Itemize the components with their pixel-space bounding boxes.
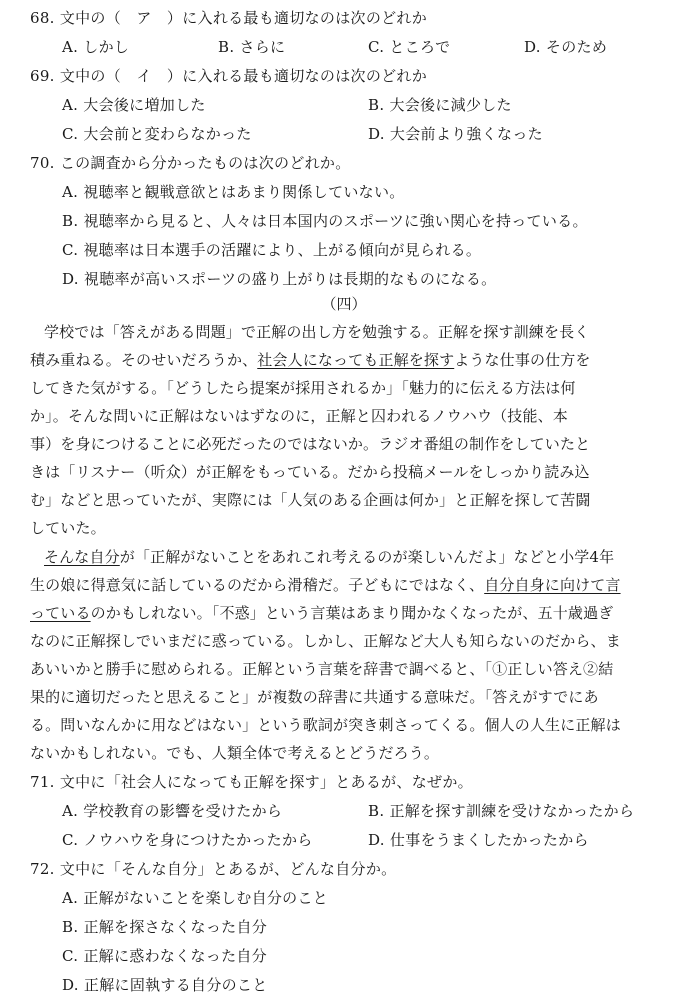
question-70-stem: 70. この調査から分かったものは次のどれか。: [30, 154, 351, 172]
passage-p1-line-8: していた。: [30, 519, 106, 537]
question-72-option-a: A. 正解がないことを楽しむ自分のこと: [62, 889, 329, 907]
question-69-option-a: A. 大会後に増加した: [62, 96, 206, 114]
passage-text: 積み重ねる。そのせいだろうか、: [30, 351, 258, 369]
question-70-option-b: B. 視聴率から見ると、人々は日本国内のスポーツに強い関心を持っている。: [62, 212, 588, 230]
question-68-option-c: C. ところで: [368, 38, 451, 56]
underlined-phrase-such-self: そんな自分: [44, 548, 120, 566]
passage-text: ような仕事の仕方を: [454, 351, 591, 369]
question-72-option-d: D. 正解に固執する自分のこと: [62, 976, 268, 994]
question-71-option-d: D. 仕事をうまくしたかったから: [368, 831, 589, 849]
underlined-phrase-saying: っている: [30, 604, 91, 622]
question-71-option-b: B. 正解を探す訓練を受けなかったから: [368, 802, 635, 820]
passage-p2-line-6: 果的に適切だったと思えること」が複数の辞書に共通する意味だ。「答えがすでにあ: [30, 688, 599, 706]
question-69-option-d: D. 大会前より強くなった: [368, 125, 543, 143]
section-title: （四）: [321, 295, 367, 313]
question-68-option-b: B. さらに: [218, 38, 286, 56]
passage-p1-line-7: む」などと思っていたが、実際には「人気のある企画は何か」と正解を探して苦闘: [30, 491, 591, 509]
passage-p2-line-4: なのに正解探しでいまだに惑っている。しかし、正解など大人も知らないのだから、ま: [30, 632, 621, 650]
question-69-stem: 69. 文中の（ イ ）に入れる最も適切なのは次のどれか: [30, 67, 428, 85]
question-72-option-b: B. 正解を探さなくなった自分: [62, 918, 268, 936]
passage-p1-line-2: [30, 350, 591, 370]
passage-p1-line-3: してきた気がする。「どうしたら提案が採用されるか」「魅力的に伝える方法は何: [30, 379, 576, 397]
question-71-option-c: C. ノウハウを身につけたかったから: [62, 831, 313, 849]
passage-p2-line-3: [30, 603, 613, 623]
question-72-option-c: C. 正解に惑わなくなった自分: [62, 947, 267, 965]
question-70-option-d: D. 視聴率が高いスポーツの盛り上がりは長期的なものになる。: [62, 270, 497, 288]
passage-p1-line-1: 学校では「答えがある問題」で正解の出し方を勉強する。正解を探す訓練を長く: [44, 323, 590, 341]
passage-p2-line-1: [44, 547, 614, 567]
underlined-phrase-self-directed: 自分自身に向けて言: [484, 576, 621, 594]
question-71-option-a: A. 学校教育の影響を受けたから: [62, 802, 283, 820]
passage-text: のかもしれない。「不惑」という言葉はあまり聞かなくなったが、五十歳過ぎ: [90, 604, 614, 622]
passage-p1-line-4: か」。そんな問いに正解はないはずなのに，正解と囚われるノウハウ（技能、本: [30, 407, 568, 425]
passage-p2-line-7: る。問いなんかに用などはない」という歌詞が突き刺さってくる。個人の人生に正解は: [30, 716, 621, 734]
question-70-option-a: A. 視聴率と観戦意欲とはあまり関係していない。: [62, 183, 405, 201]
passage-p2-line-2: [30, 575, 621, 595]
question-69-option-b: B. 大会後に減少した: [368, 96, 512, 114]
question-68-option-d: D. そのため: [524, 38, 608, 56]
question-71-stem: 71. 文中に「社会人になっても正解を探す」とあるが、なぜか。: [30, 773, 473, 791]
passage-p2-line-5: あいいかと勝手に慰められる。正解という言葉を辞書で調べると、「①正しい答え②結: [30, 660, 614, 678]
question-72-stem: 72. 文中に「そんな自分」とあるが、どんな自分か。: [30, 860, 397, 878]
passage-text: が「正解がないことをあれこれ考えるのが楽しいんだよ」などと小学4年: [119, 548, 615, 566]
passage-p1-line-6: きは「リスナー（听众）が正解をもっている。だから投稿メールをしっかり読み込: [30, 463, 590, 481]
question-69-option-c: C. 大会前と変わらなかった: [62, 125, 252, 143]
question-68-stem: 68. 文中の（ ア ）に入れる最も適切なのは次のどれか: [30, 9, 428, 27]
passage-p2-line-8: ないかもしれない。でも、人類全体で考えるとどうだろう。: [30, 744, 440, 762]
question-68-option-a: A. しかし: [62, 38, 130, 56]
passage-p1-line-5: 事）を身につけることに必死だったのではないか。ラジオ番組の制作をしていたと: [30, 435, 591, 453]
question-70-option-c: C. 視聴率は日本選手の活躍により、上がる傾向が見られる。: [62, 241, 482, 259]
underlined-phrase-social-person: 社会人になっても正解を探す: [257, 351, 455, 369]
passage-text: 生の娘に得意気に話しているのだから滑稽だ。子どもにではなく、: [30, 576, 485, 594]
